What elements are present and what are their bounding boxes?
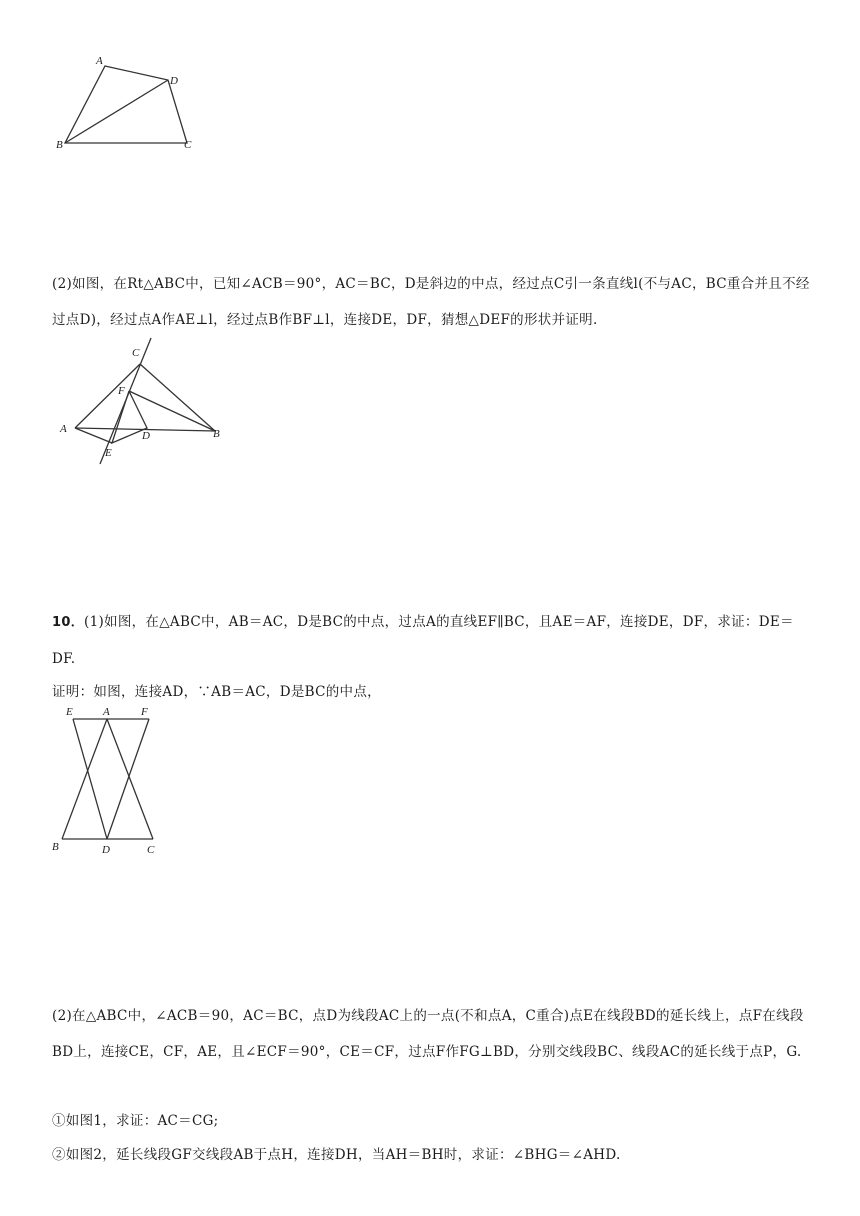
segment-ae xyxy=(75,428,112,443)
label-f: F xyxy=(141,706,148,718)
problem-number: 10． xyxy=(52,615,84,630)
problem10-proof-start: 证明：如图，连接AD，∵AB＝AC，D是BC的中点， xyxy=(52,684,381,700)
label-b: B xyxy=(56,139,63,151)
figure-quadrilateral-abcd xyxy=(50,50,210,160)
segment-bc xyxy=(140,364,215,431)
label-f: F xyxy=(118,385,125,397)
problem9-part2-text: (2)如图，在Rt△ABC中，已知∠ACB＝90°，AC＝BC，D是斜边的中点，经过点C引一条直线l(不与AC，BC重合并且不经过点D)，经过点A作AE⊥l，经过点B作BF⊥l，连接DE，DF，猜想△DEF的形状并证明. xyxy=(52,276,810,328)
label-a: A xyxy=(103,706,110,718)
label-b: B xyxy=(52,841,59,853)
label-d: D xyxy=(142,430,150,442)
label-d: D xyxy=(102,844,110,854)
figure-parallel-ef-bc xyxy=(48,704,168,854)
label-b: B xyxy=(213,428,220,440)
label-a: A xyxy=(96,55,103,67)
label-c: C xyxy=(184,139,192,151)
label-c: C xyxy=(147,844,155,854)
figure-right-triangle-line-l xyxy=(50,332,240,472)
segment-ed xyxy=(73,719,107,839)
problem10-part2-text: (2)在△ABC中，∠ACB＝90，AC＝BC，点D为线段AC上的一点(不和点A，C重合)点E在线段BD的延长线上，点F在线段BD上，连接CE，CF，AE，且∠ECF＝90°，CE＝CF，过点F作FG⊥BD，分别交线段BC、线段AC的延长线于点P，G. xyxy=(52,1008,804,1060)
label-c: C xyxy=(132,347,140,359)
problem10-item2: ②如图2，延长线段GF交线段AB于点H，连接DH，当AH＝BH时，求证：∠BHG＝∠AHD. xyxy=(52,1147,621,1163)
label-a: A xyxy=(60,423,67,435)
label-e: E xyxy=(105,447,112,459)
label-d: D xyxy=(170,75,178,87)
diagonal-bd xyxy=(65,80,168,143)
segment-bf xyxy=(129,391,215,431)
segment-ac xyxy=(75,364,140,428)
problem10-item1: ①如图1，求证：AC＝CG; xyxy=(52,1113,219,1129)
segment-ab xyxy=(62,719,107,839)
problem10-part1-text: 10．(1)如图，在△ABC中，AB＝AC，D是BC的中点，过点A的直线EF∥BC，且AE＝AF，连接DE，DF，求证：DE＝DF. xyxy=(52,614,794,667)
label-e: E xyxy=(66,706,73,718)
